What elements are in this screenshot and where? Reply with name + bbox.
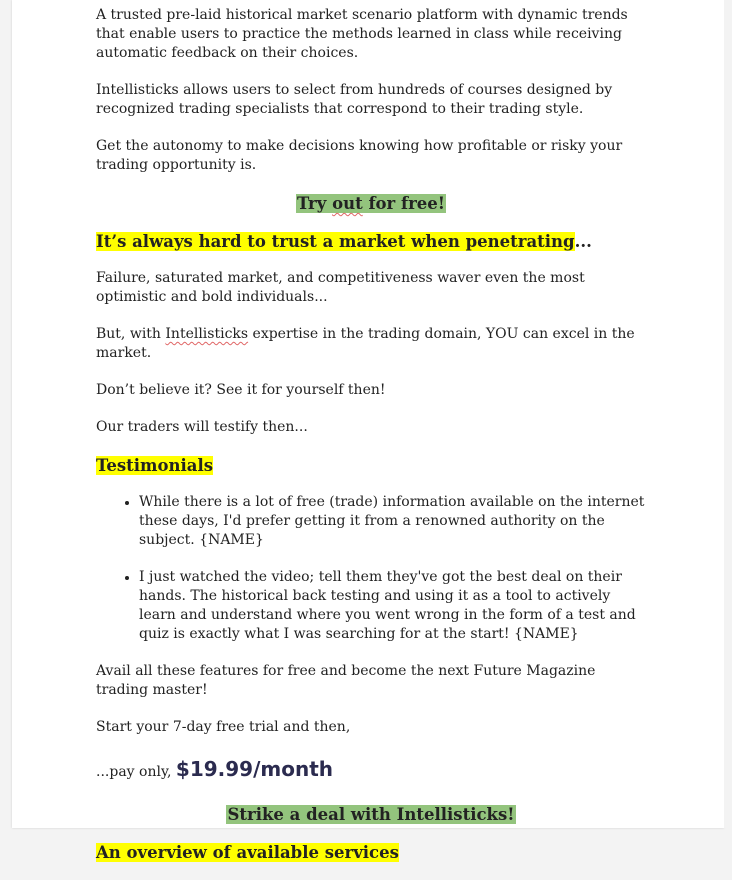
heading-trust-market — [96, 231, 646, 253]
cta-try-free-before: Try — [296, 194, 333, 213]
spellcheck-word-intellisticks[interactable]: Intellisticks — [165, 326, 249, 342]
heading-trust-tail: ... — [574, 232, 592, 251]
price-line — [96, 755, 646, 786]
intro-paragraph-1: A trusted pre-laid historical market scenario platform with dynamic trends that enable users to practice the methods learned in class while receiving automatic feedback on their choices. — [96, 7, 628, 61]
heading-overview-highlight: An overview of available services — [96, 843, 399, 862]
heading-testimonials-highlight: Testimonials — [96, 456, 214, 475]
but-before: But, with — [96, 326, 166, 342]
avail-paragraph: Avail all these features for free and become the next Future Magazine trading master! — [96, 663, 596, 698]
right-margin — [724, 0, 732, 828]
believe-paragraph: Don’t believe it? See it for yourself then! — [96, 382, 386, 398]
document-page — [12, 0, 724, 862]
trial-paragraph: Start your 7-day free trial and then, — [96, 719, 351, 735]
but-after: expertise in the trading domain, YOU can excel in the market. — [96, 326, 635, 361]
cta-strike-deal — [96, 804, 646, 826]
cta-strike-deal-highlight: Strike a deal with Intellisticks! — [227, 805, 515, 824]
testimonial-item: • While there is a lot of free (trade) information available on the internet these days, I'd prefer getting it from a renowned authority on the subject. {NAME} — [139, 493, 646, 550]
document-body[interactable] — [96, 6, 646, 880]
intro-paragraph-2: Intellisticks allows users to select from hundreds of courses designed by recognized trading specialists that correspond to their trading style. — [96, 82, 613, 117]
heading-testimonials — [96, 455, 646, 477]
testimonial-item: • I just watched the video; tell them they've got the best deal on their hands. The historical back testing and using it as a tool to actively learn and understand where you went wrong in the form of a test and quiz is exactly what I was searching for at the start! {NAME} — [139, 568, 646, 644]
but-paragraph — [96, 325, 646, 363]
testify-paragraph: Our traders will testify then... — [96, 419, 308, 435]
price-prefix: ...pay only, — [96, 764, 176, 780]
cta-try-free-highlight — [296, 194, 446, 213]
cta-try-free-after: for free! — [362, 194, 446, 213]
testimonials-list — [96, 493, 646, 644]
cta-try-free — [96, 193, 646, 215]
failure-paragraph: Failure, saturated market, and competitiveness waver even the most optimistic and bold individuals... — [96, 270, 585, 305]
spellcheck-word[interactable]: out — [332, 194, 363, 213]
price-value: $19.99/month — [175, 757, 334, 781]
heading-trust-highlight: It’s always hard to trust a market when penetrating — [96, 232, 575, 251]
heading-overview — [96, 842, 646, 864]
intro-paragraph-3: Get the autonomy to make decisions knowing how profitable or risky your trading opportunity is. — [96, 138, 623, 173]
